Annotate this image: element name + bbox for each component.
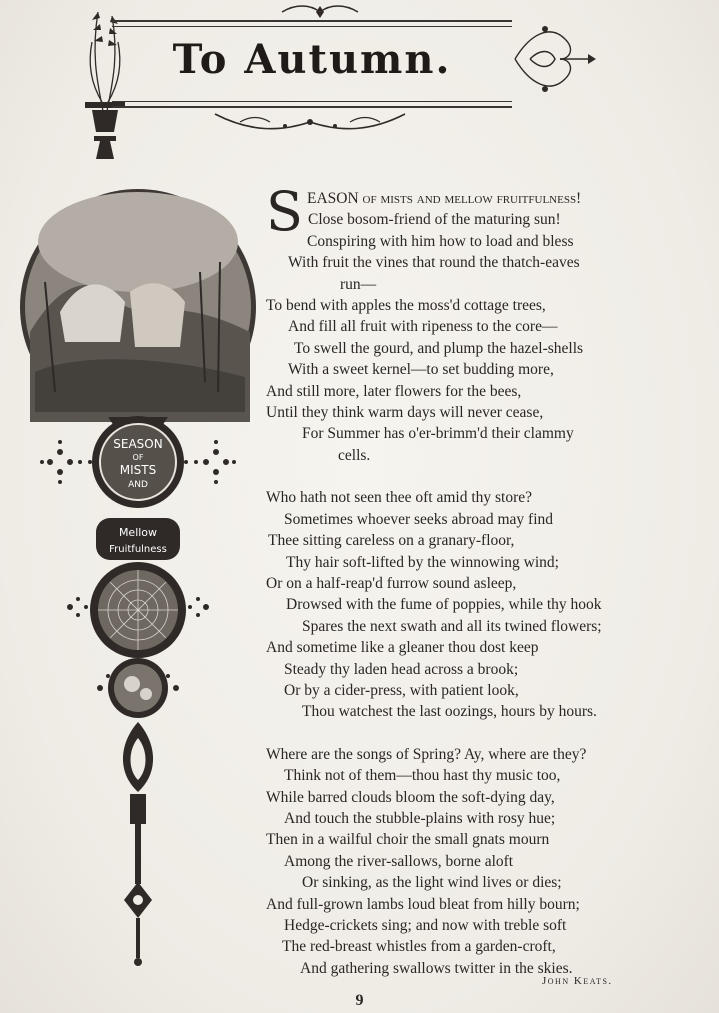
poem-line: And still more, later flowers for the bees, [266, 382, 522, 400]
poem-line: Thou watchest the last oozings, hours by hours. [302, 703, 597, 721]
poem-line: Sometimes whoever seeks abroad may find [284, 510, 554, 528]
poem-line: While barred clouds bloom the soft-dying day, [266, 788, 555, 806]
spear-ornament [123, 722, 153, 966]
poem-title: To Autumn. [172, 36, 452, 83]
page-number: 9 [355, 992, 364, 1009]
poem-line: And touch the stubble-plains with rosy hue; [284, 809, 556, 827]
title-banner [112, 20, 514, 108]
ornamental-column [20, 182, 260, 972]
banner-scroll-ornament [210, 108, 410, 136]
poem-line: And full-grown lambs loud bleat from hilly bourn; [266, 895, 580, 913]
dot-cluster-right [184, 440, 236, 484]
poem-line: To bend with apples the moss'd cottage trees, [266, 297, 546, 315]
author-credit: John Keats. [542, 975, 613, 987]
poem-line: And sometime like a gleaner thou dost keep [266, 639, 539, 657]
poem-line: Steady thy laden head across a brook; [284, 660, 519, 678]
poem-line: With a sweet kernel—to set budding more, [288, 361, 554, 379]
medal-word-2: OF [132, 453, 144, 462]
stanza-3 [266, 744, 691, 979]
poem-line: For Summer has o'er-brimm'd their clammy [302, 425, 574, 443]
medal-word-4: AND [128, 480, 148, 490]
poem-line: Think not of them—thou hast thy music too, [284, 767, 561, 785]
poem-body [266, 180, 691, 1000]
poem-line: Drowsed with the fume of poppies, while thy hook [286, 596, 602, 614]
poem-line: EASON of mists and mellow fruitfulness! [307, 190, 582, 207]
dot-cluster-left [40, 440, 92, 484]
poem-line: Thee sitting careless on a granary-floor, [268, 532, 515, 550]
ribbon-word-1: Mellow [118, 526, 158, 539]
poem-line: Until they think warm days will never cease, [266, 404, 544, 422]
poem-line: Hedge-crickets sing; and now with treble soft [284, 917, 567, 934]
poem-line: The red-breast whistles from a garden-croft, [282, 938, 556, 956]
poem-line: Spares the next swath and all its twined flowers; [302, 617, 602, 635]
poem-line: To swell the gourd, and plump the hazel-shells [294, 339, 584, 357]
stanza-1 [266, 180, 691, 466]
medallion-season [92, 416, 184, 508]
filigree-ornament [510, 14, 600, 104]
medal-word-3: MISTS [119, 463, 157, 477]
medallion-web [90, 562, 186, 658]
medal-word-1: SEASON [113, 437, 163, 451]
poem-line: Among the river-sallows, borne aloft [284, 852, 514, 870]
ribbon-word-2: Fruitfulness [109, 544, 167, 555]
stanza-2 [266, 487, 691, 722]
poem-line: run— [340, 275, 377, 293]
poem-line: Then in a wailful choir the small gnats mourn [266, 831, 550, 849]
top-scroll-ornament [280, 2, 360, 22]
dot-cluster-web-right [188, 597, 209, 617]
poem-line: cells. [338, 446, 371, 464]
poem-line: Or by a cider-press, with patient look, [284, 681, 519, 699]
poem-line: Close bosom-friend of the maturing sun! [308, 211, 561, 229]
poem-line: Thy hair soft-lifted by the winnowing wind; [286, 553, 559, 571]
landscape-vignette [20, 189, 256, 425]
poem-line: And fill all fruit with ripeness to the core— [288, 318, 558, 336]
poem-line: Who hath not seen thee oft amid thy store? [266, 489, 533, 507]
poem-line: Or sinking, as the light wind lives or dies; [302, 874, 562, 892]
poem-line: With fruit the vines that round the thatch-eaves [288, 254, 580, 272]
poem-line: And gathering swallows twitter in the skies. [300, 959, 573, 977]
poem-line: Or on a half-reap'd furrow sound asleep, [266, 574, 517, 592]
ribbon-mellow [96, 518, 180, 560]
dot-cluster-web-left [67, 597, 88, 617]
drop-cap: S [266, 180, 303, 243]
poem-line: Conspiring with him how to load and bless [307, 232, 574, 250]
poem-line: Where are the songs of Spring? Ay, where are they? [266, 745, 587, 763]
medallion-small [108, 658, 168, 718]
